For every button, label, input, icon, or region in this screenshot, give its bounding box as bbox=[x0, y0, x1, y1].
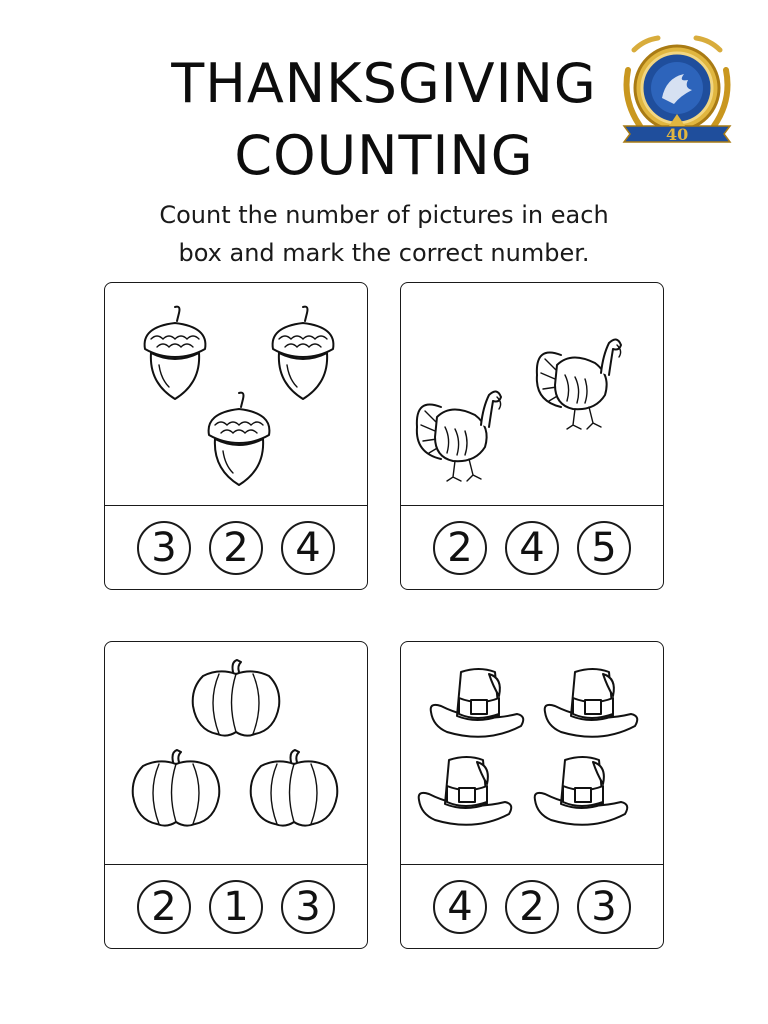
pilgrim-hat-icon bbox=[541, 664, 641, 744]
instructions-line-2: box and mark the correct number. bbox=[178, 239, 590, 267]
pilgrim-hat-icon bbox=[427, 664, 527, 744]
pilgrim-hat-icon bbox=[415, 752, 515, 832]
picture-area bbox=[401, 642, 663, 864]
answer-choice[interactable]: 4 bbox=[281, 521, 335, 575]
acorn-icon bbox=[201, 389, 277, 489]
answer-choice[interactable]: 3 bbox=[577, 880, 631, 934]
answer-choices bbox=[401, 866, 663, 948]
worksheet-title-line-2: COUNTING bbox=[234, 124, 534, 187]
answer-choice[interactable]: 2 bbox=[209, 521, 263, 575]
pumpkin-icon bbox=[129, 748, 223, 828]
acorn-icon bbox=[265, 303, 341, 403]
picture-area bbox=[105, 283, 367, 505]
answer-choice[interactable]: 2 bbox=[137, 880, 191, 934]
picture-area bbox=[105, 642, 367, 864]
divider bbox=[105, 505, 367, 506]
answer-choice[interactable]: 3 bbox=[281, 880, 335, 934]
answer-choice[interactable]: 2 bbox=[505, 880, 559, 934]
answer-choice[interactable]: 4 bbox=[505, 521, 559, 575]
answer-choice[interactable]: 4 bbox=[433, 880, 487, 934]
turkey-icon bbox=[531, 325, 627, 435]
svg-text:40: 40 bbox=[666, 125, 689, 144]
worksheet-title-line-1: THANKSGIVING bbox=[171, 52, 597, 115]
answer-choice[interactable]: 5 bbox=[577, 521, 631, 575]
school-anniversary-seal-icon bbox=[614, 30, 740, 156]
picture-area bbox=[401, 283, 663, 505]
instructions-line-1: Count the number of pictures in each bbox=[159, 201, 609, 229]
answer-choice[interactable]: 1 bbox=[209, 880, 263, 934]
divider bbox=[401, 505, 663, 506]
divider bbox=[105, 864, 367, 865]
answer-choice[interactable]: 2 bbox=[433, 521, 487, 575]
divider bbox=[401, 864, 663, 865]
answer-choices bbox=[105, 507, 367, 589]
answer-choice[interactable]: 3 bbox=[137, 521, 191, 575]
counting-box-pumpkins bbox=[104, 641, 368, 949]
pilgrim-hat-icon bbox=[531, 752, 631, 832]
acorn-icon bbox=[137, 303, 213, 403]
pumpkin-icon bbox=[247, 748, 341, 828]
counting-box-pilgrim-hats bbox=[400, 641, 664, 949]
pumpkin-icon bbox=[189, 658, 283, 738]
answer-choices bbox=[105, 866, 367, 948]
counting-box-acorns bbox=[104, 282, 368, 590]
turkey-icon bbox=[411, 377, 507, 487]
answer-choices bbox=[401, 507, 663, 589]
counting-box-turkeys bbox=[400, 282, 664, 590]
